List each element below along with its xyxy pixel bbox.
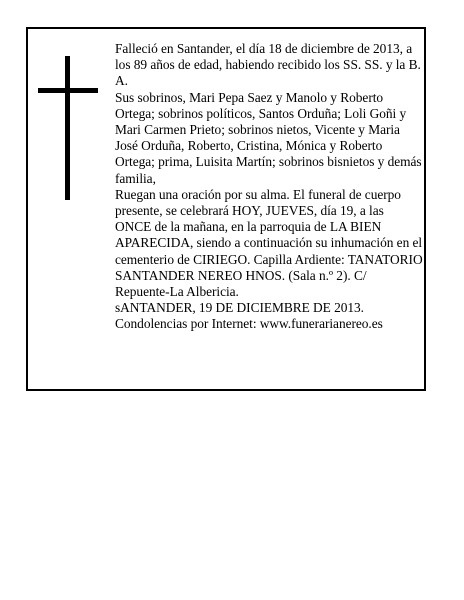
place-date: sANTANDER, 19 DE DICIEMBRE DE 2013.: [115, 300, 364, 316]
notice-body: [115, 41, 423, 333]
latin-cross-icon: [38, 56, 98, 200]
obituary-notice: [26, 27, 426, 391]
funeral-details: Ruegan una oración por su alma. El funeral de cuerpo presente, se celebrará HOY, JUEVES, día 19, a las ONCE de la mañana, en la parroquia de LA BIEN APARECIDA, siendo a continuación su inhumación en el cementerio de CIRIEGO. Capilla Ardiente: TANATORIO SANTANDER NEREO HNOS. (Sala n.º 2). C/ Repuente-La Albericia.: [115, 186, 423, 300]
cross-horizontal-bar: [38, 88, 98, 93]
family-list: Sus sobrinos, Mari Pepa Saez y Manolo y Roberto Ortega; sobrinos políticos, Santos Orduña; Loli Goñi y Mari Carmen Prieto; sobrinos nietos, Vicente y Maria José Orduña, Roberto, Cristina, Mónica y Roberto Ortega; prima, Luisita Martín; sobrinos bisnietos y demás familia,: [115, 89, 422, 186]
death-announcement: Falleció en Santander, el día 18 de diciembre de 2013, a los 89 años de edad, habiendo recibido los SS. SS. y la B. A.: [115, 41, 421, 89]
condolences-line: Condolencias por Internet: www.funerarianereo.es: [115, 316, 383, 332]
cross-vertical-bar: [65, 56, 70, 200]
